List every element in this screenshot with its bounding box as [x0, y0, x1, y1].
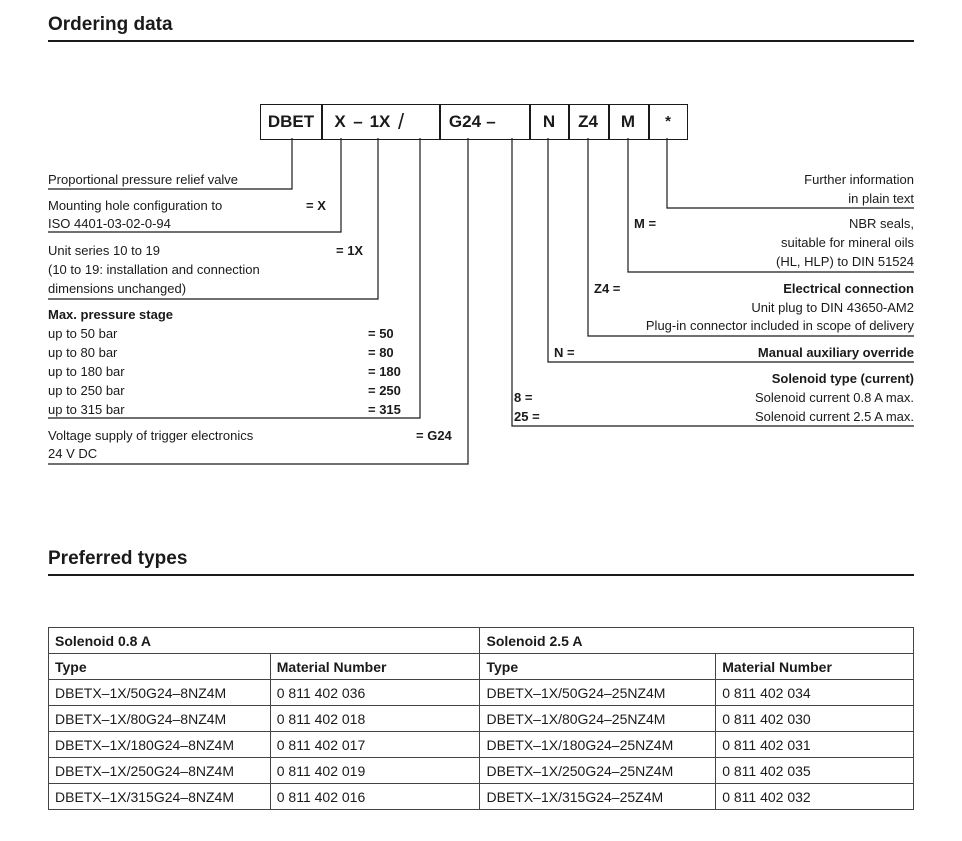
solenoid-8-text: Solenoid current 0.8 A max. — [755, 390, 914, 405]
pressure-row-code: = 80 — [368, 345, 394, 360]
pressure-row-label: up to 50 bar — [48, 326, 118, 341]
pressure-row-code: = 50 — [368, 326, 394, 341]
solenoid-8-code: 8 = — [514, 390, 533, 405]
item-mounting-line2: ISO 4401-03-02-0-94 — [48, 216, 171, 231]
item-series-line2: (10 to 19: installation and connection — [48, 262, 260, 277]
cell-type: DBETX–1X/50G24–25NZ4M — [480, 680, 716, 706]
z4-line2: Plug-in connector included in scope of delivery — [645, 318, 914, 333]
cell-material: 0 811 402 036 — [270, 680, 480, 706]
pressure-row-label: up to 250 bar — [48, 383, 125, 398]
code-dbet: DBET — [267, 112, 315, 131]
cell-material: 0 811 402 016 — [270, 784, 480, 810]
z4-code: Z4 = — [594, 281, 621, 296]
code-slash: / — [397, 109, 405, 134]
cell-type: DBETX–1X/80G24–25NZ4M — [480, 706, 716, 732]
table-header-row — [49, 654, 914, 680]
table-row — [49, 732, 914, 758]
n-text: Manual auxiliary override — [757, 345, 914, 360]
code-g24: G24 — [448, 112, 482, 131]
voltage-code: = G24 — [416, 428, 452, 443]
solenoid-25-code: 25 = — [514, 409, 540, 424]
preferred-title-rule — [48, 574, 914, 576]
order-code-box — [260, 104, 688, 140]
m-code: M = — [634, 216, 657, 231]
pressure-row-label: up to 80 bar — [48, 345, 118, 360]
code-x: X — [334, 112, 346, 131]
cell-type: DBETX–1X/315G24–25Z4M — [480, 784, 716, 810]
pressure-heading: Max. pressure stage — [48, 307, 174, 322]
n-code: N = — [554, 345, 575, 360]
solenoid-heading: Solenoid type (current) — [771, 371, 914, 386]
cell-material: 0 811 402 032 — [716, 784, 914, 810]
further-line1: Further information — [804, 172, 914, 187]
group-solenoid-25: Solenoid 2.5 A — [480, 628, 914, 654]
further-line2: in plain text — [848, 191, 914, 206]
item-valve: Proportional pressure relief valve — [48, 172, 239, 187]
preferred-title: Preferred types — [48, 548, 188, 569]
item-series-line3: dimensions unchanged) — [48, 281, 187, 296]
cell-material: 0 811 402 018 — [270, 706, 480, 732]
cell-type: DBETX–1X/180G24–8NZ4M — [49, 732, 271, 758]
voltage-line1: Voltage supply of trigger electronics — [48, 428, 254, 443]
code-m: M — [620, 112, 636, 131]
cell-material: 0 811 402 017 — [270, 732, 480, 758]
m-line3: (HL, HLP) to DIN 51524 — [775, 254, 914, 269]
cell-type: DBETX–1X/315G24–8NZ4M — [49, 784, 271, 810]
table-row — [49, 784, 914, 810]
cell-material: 0 811 402 031 — [716, 732, 914, 758]
voltage-line2: 24 V DC — [48, 446, 98, 461]
solenoid-25-text: Solenoid current 2.5 A max. — [755, 409, 914, 424]
pressure-row-label: up to 315 bar — [48, 402, 125, 417]
code-1x: 1X — [369, 112, 391, 131]
cell-type: DBETX–1X/80G24–8NZ4M — [49, 706, 271, 732]
col-material: Material Number — [716, 654, 914, 680]
cell-material: 0 811 402 030 — [716, 706, 914, 732]
item-mounting-code: = X — [306, 198, 326, 213]
code-dash-1: – — [353, 112, 363, 131]
pressure-row-code: = 180 — [368, 364, 401, 379]
col-type: Type — [480, 654, 716, 680]
z4-heading: Electrical connection — [783, 281, 914, 296]
cell-material: 0 811 402 035 — [716, 758, 914, 784]
cell-type: DBETX–1X/250G24–25NZ4M — [480, 758, 716, 784]
item-series-line1: Unit series 10 to 19 — [48, 243, 161, 258]
table-group-row — [49, 628, 914, 654]
col-material: Material Number — [270, 654, 480, 680]
pressure-row-code: = 250 — [368, 383, 401, 398]
table-row — [49, 680, 914, 706]
preferred-types-table — [48, 627, 914, 810]
table-row — [49, 706, 914, 732]
code-n: N — [542, 112, 556, 131]
item-mounting-line1: Mounting hole configuration to — [48, 198, 223, 213]
code-star: * — [665, 113, 671, 130]
m-line2: suitable for mineral oils — [781, 235, 914, 250]
m-line1: NBR seals, — [848, 216, 914, 231]
cell-type: DBETX–1X/180G24–25NZ4M — [480, 732, 716, 758]
code-z4: Z4 — [578, 112, 598, 131]
cell-type: DBETX–1X/50G24–8NZ4M — [49, 680, 271, 706]
z4-line1: Unit plug to DIN 43650-AM2 — [751, 300, 914, 315]
item-series-code: = 1X — [336, 243, 364, 258]
ordering-title: Ordering data — [48, 14, 173, 35]
group-solenoid-08: Solenoid 0.8 A — [49, 628, 480, 654]
cell-material: 0 811 402 019 — [270, 758, 480, 784]
cell-type: DBETX–1X/250G24–8NZ4M — [49, 758, 271, 784]
pressure-row-label: up to 180 bar — [48, 364, 125, 379]
table-row — [49, 758, 914, 784]
pressure-row-code: = 315 — [368, 402, 401, 417]
code-dash-2: – — [486, 112, 496, 131]
col-type: Type — [49, 654, 271, 680]
cell-material: 0 811 402 034 — [716, 680, 914, 706]
